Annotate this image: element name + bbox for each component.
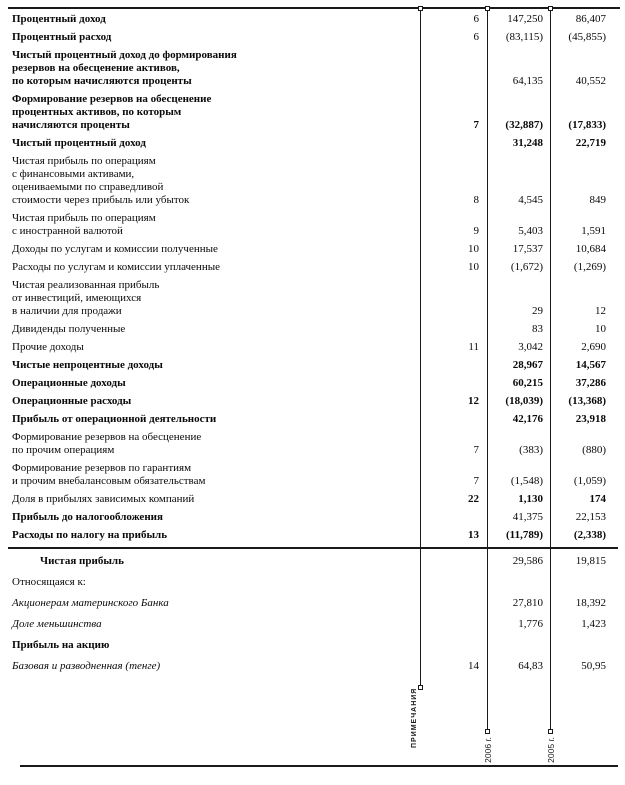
value-2006: 1,776 xyxy=(518,618,543,630)
value-2006: 42,176 xyxy=(512,413,543,425)
row-label xyxy=(10,413,420,426)
row-label-line: Дивиденды полученные xyxy=(12,323,126,335)
value-2006: (383) xyxy=(519,444,543,456)
row-label xyxy=(10,359,420,372)
row-label xyxy=(10,155,420,207)
value-2006: 29,586 xyxy=(512,555,543,567)
row-label-line: с иностранной валютой xyxy=(12,225,123,237)
value-2006: (1,672) xyxy=(510,261,543,273)
row-label xyxy=(10,511,420,524)
value-2006: 1,130 xyxy=(518,493,543,505)
row-label xyxy=(10,93,420,132)
row-label-line: в наличии для продажи xyxy=(12,305,122,317)
note-ref: 7 xyxy=(473,475,479,487)
note-ref: 11 xyxy=(468,341,479,353)
row-label xyxy=(10,137,420,150)
note-ref: 12 xyxy=(468,395,479,407)
row-label xyxy=(10,395,420,408)
row-label xyxy=(10,431,420,457)
row-label xyxy=(10,341,420,354)
value-2006: (18,039) xyxy=(505,395,543,407)
row-label-line: Процентный расход xyxy=(12,31,112,43)
table-row xyxy=(10,529,618,542)
value-2006: (32,887) xyxy=(505,119,543,131)
value-2006: 17,537 xyxy=(512,243,543,255)
row-label xyxy=(10,462,420,488)
table-row xyxy=(10,618,618,631)
row-label-line: Чистая реализованная прибыль xyxy=(12,279,160,291)
table-row xyxy=(10,155,618,207)
row-label xyxy=(10,13,420,26)
row-label xyxy=(10,576,420,589)
value-2006: 31,248 xyxy=(512,137,543,149)
value-2006: 41,375 xyxy=(512,511,543,523)
table-row xyxy=(10,639,618,652)
note-ref: 10 xyxy=(468,243,479,255)
table-row xyxy=(10,431,618,457)
value-2005: (1,059) xyxy=(573,475,606,487)
year-2006-vertical-label: 2006 г. xyxy=(483,737,493,763)
table-row xyxy=(10,395,618,408)
value-2005: 22,719 xyxy=(575,137,606,149)
value-2005: 849 xyxy=(589,194,606,206)
row-label xyxy=(10,555,420,568)
row-label xyxy=(10,49,420,88)
row-label xyxy=(10,660,420,673)
note-ref: 8 xyxy=(473,194,479,206)
row-label-line: Процентный доход xyxy=(12,13,106,25)
row-label-line: и прочим внебалансовым обязательствам xyxy=(12,475,206,487)
row-label-line: Формирование резервов по гарантиям xyxy=(12,462,192,474)
row-label-line: Чистый процентный доход xyxy=(12,137,146,149)
row-label-line: Расходы по услугам и комиссии уплаченные xyxy=(12,261,220,273)
value-2005: 10,684 xyxy=(575,243,606,255)
value-2006: (1,548) xyxy=(510,475,543,487)
row-label-line: Чистые непроцентные доходы xyxy=(12,359,163,371)
row-label-line: Чистая прибыль по операциям xyxy=(12,155,156,167)
value-2005: (13,368) xyxy=(568,395,606,407)
value-2006: (11,789) xyxy=(506,529,543,541)
row-label xyxy=(10,31,420,44)
row-label-line: стоимости через прибыль или убыток xyxy=(12,194,190,206)
value-2006: 64,135 xyxy=(512,75,543,87)
row-label-line: Операционные доходы xyxy=(12,377,126,389)
value-2006: (83,115) xyxy=(505,31,543,43)
line-handle xyxy=(418,6,423,11)
row-label-line: Доходы по услугам и комиссии полученные xyxy=(12,243,218,255)
value-2005: 18,392 xyxy=(575,597,606,609)
row-label-line: Доле меньшинства xyxy=(12,618,102,630)
note-ref: 6 xyxy=(473,13,479,25)
table-row xyxy=(10,279,618,318)
row-label-line: Расходы по налогу на прибыль xyxy=(12,529,168,541)
table-row xyxy=(10,413,618,426)
value-2006: 147,250 xyxy=(507,13,543,25)
top-rule xyxy=(8,7,620,9)
row-label-line: Прочие доходы xyxy=(12,341,84,353)
row-label-line: Формирование резервов на обесценение xyxy=(12,431,202,443)
table-row xyxy=(10,323,618,336)
table-row xyxy=(10,49,618,88)
row-label xyxy=(10,323,420,336)
table-row xyxy=(10,462,618,488)
row-label-line: Прибыль на акцию xyxy=(12,639,110,651)
value-2005: (17,833) xyxy=(568,119,606,131)
table-row xyxy=(10,359,618,372)
row-label-line: Базовая и разводненная (тенге) xyxy=(12,660,161,672)
value-2005: 2,690 xyxy=(581,341,606,353)
row-label xyxy=(10,618,420,631)
table-row xyxy=(10,511,618,524)
value-2006: 83 xyxy=(532,323,543,335)
note-ref: 6 xyxy=(473,31,479,43)
note-ref: 13 xyxy=(468,529,479,541)
table-row xyxy=(10,93,618,132)
row-label-line: Относящаяся к: xyxy=(12,576,86,588)
row-label-line: Акционерам материнского Банка xyxy=(12,597,169,609)
value-2005: 174 xyxy=(589,493,606,505)
row-label-line: с финансовыми активами, xyxy=(12,168,135,180)
line-handle xyxy=(548,6,553,11)
row-label-line: Прибыль от операционной деятельности xyxy=(12,413,217,425)
value-2006: 64,83 xyxy=(518,660,543,672)
row-label-line: Чистый процентный доход до формирования xyxy=(12,49,237,61)
value-2005: 22,153 xyxy=(575,511,606,523)
value-2005: 1,423 xyxy=(581,618,606,630)
note-ref: 7 xyxy=(473,119,479,131)
table-row xyxy=(10,261,618,274)
value-2005: 23,918 xyxy=(575,413,606,425)
table-row xyxy=(10,597,618,610)
note-ref: 14 xyxy=(468,660,479,672)
row-label-line: оцениваемыми по справедливой xyxy=(12,181,164,193)
value-2005: (880) xyxy=(582,444,606,456)
note-ref: 10 xyxy=(468,261,479,273)
value-2005: 10 xyxy=(595,323,606,335)
value-2006: 4,545 xyxy=(518,194,543,206)
table-row xyxy=(10,137,618,150)
table-row xyxy=(10,13,618,26)
row-label-line: процентных активов, по которым xyxy=(12,106,182,118)
value-2006: 60,215 xyxy=(512,377,543,389)
row-label xyxy=(10,597,420,610)
row-label-line: Формирование резервов на обесценение xyxy=(12,93,212,105)
row-label-line: от инвестиций, имеющихся xyxy=(12,292,142,304)
value-2005: 40,552 xyxy=(575,75,606,87)
value-2005: 14,567 xyxy=(575,359,606,371)
table-row xyxy=(10,243,618,256)
note-ref: 9 xyxy=(473,225,479,237)
row-label xyxy=(10,212,420,238)
value-2006: 29 xyxy=(532,305,543,317)
value-2006: 3,042 xyxy=(518,341,543,353)
row-label-line: по прочим операциям xyxy=(12,444,115,456)
row-label-line: Чистая прибыль по операциям xyxy=(12,212,156,224)
row-label xyxy=(10,261,420,274)
table-row xyxy=(10,493,618,506)
table-row xyxy=(10,31,618,44)
row-label-line: Чистая прибыль xyxy=(40,555,124,567)
row-label-line: Прибыль до налогообложения xyxy=(12,511,163,523)
value-2005: (2,338) xyxy=(573,529,606,541)
year-2005-vertical-label: 2005 г. xyxy=(546,737,556,763)
value-2006: 27,810 xyxy=(512,597,543,609)
notes-column-vertical-label: ПРИМЕЧАНИЯ xyxy=(411,687,418,748)
table-row xyxy=(10,555,618,568)
value-2005: 37,286 xyxy=(575,377,606,389)
table-row xyxy=(10,212,618,238)
bottom-rule xyxy=(20,765,618,767)
row-label-line: резервов на обесценение активов, xyxy=(12,62,180,74)
row-label xyxy=(10,243,420,256)
row-label xyxy=(10,639,420,652)
value-2005: (45,855) xyxy=(568,31,606,43)
value-2005: 50,95 xyxy=(581,660,606,672)
line-handle xyxy=(485,6,490,11)
row-label xyxy=(10,529,420,542)
row-label-line: начисляются проценты xyxy=(12,119,130,131)
subtotal-rule xyxy=(8,547,618,549)
table-row xyxy=(10,660,618,673)
row-label xyxy=(10,279,420,318)
table-row xyxy=(10,377,618,390)
row-label-line: по которым начисляются проценты xyxy=(12,75,192,87)
value-2005: 86,407 xyxy=(575,13,606,25)
row-label xyxy=(10,377,420,390)
value-2005: (1,269) xyxy=(573,261,606,273)
value-2005: 1,591 xyxy=(581,225,606,237)
value-2005: 12 xyxy=(595,305,606,317)
table-row xyxy=(10,576,618,589)
table-row xyxy=(10,341,618,354)
value-2005: 19,815 xyxy=(575,555,606,567)
value-2006: 5,403 xyxy=(518,225,543,237)
row-label-line: Доля в прибылях зависимых компаний xyxy=(12,493,195,505)
row-label xyxy=(10,493,420,506)
note-ref: 7 xyxy=(473,444,479,456)
value-2006: 28,967 xyxy=(512,359,543,371)
note-ref: 22 xyxy=(468,493,479,505)
row-label-line: Операционные расходы xyxy=(12,395,132,407)
statement-rows xyxy=(10,13,618,681)
